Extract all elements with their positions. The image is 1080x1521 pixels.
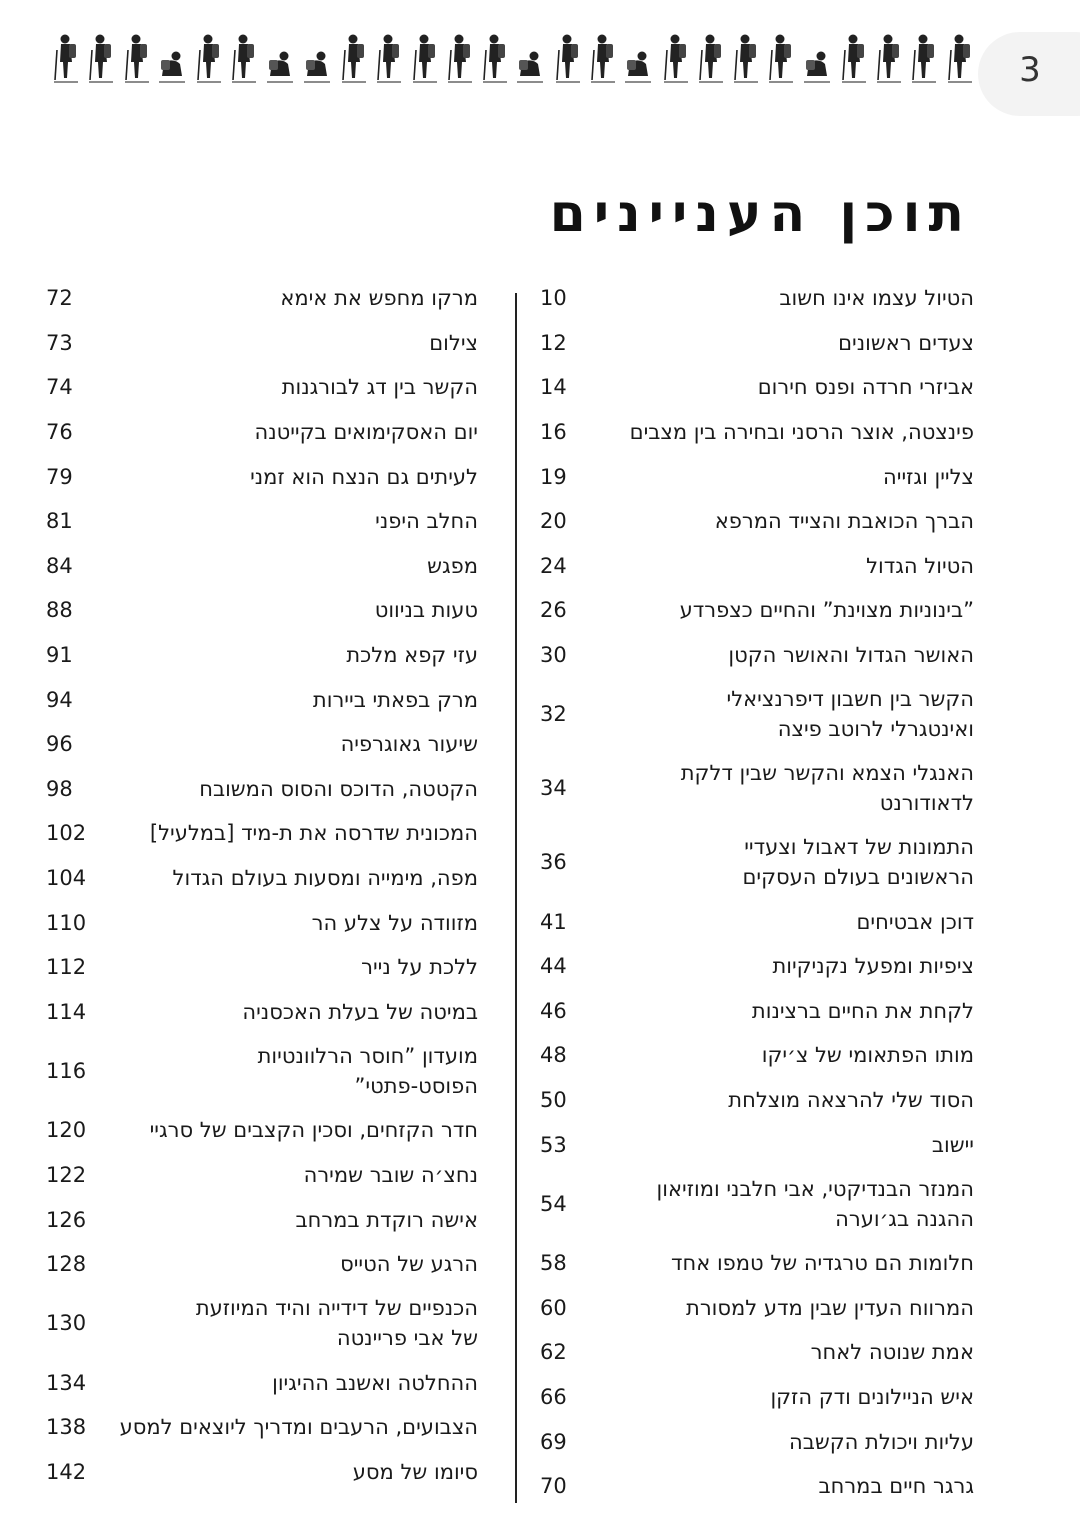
toc-entry-title <box>811 1337 974 1367</box>
toc-entry-title-line: נחצ׳ה שובר שמירה <box>303 1162 478 1187</box>
toc-entry-title <box>681 758 974 818</box>
header-hiker-frieze <box>52 30 972 84</box>
toc-entry-title-line: הסוד שלי להרצאה מוצלחת <box>728 1088 974 1113</box>
toc-entry-title <box>686 1293 974 1323</box>
toc-entry-page: 91 <box>46 643 73 668</box>
toc-entry-title <box>680 595 974 625</box>
toc-entry <box>46 1242 478 1287</box>
toc-entry-page: 26 <box>540 598 567 623</box>
toc-entry-page: 58 <box>540 1251 567 1276</box>
toc-entry-page: 54 <box>540 1191 567 1216</box>
toc-entry-title <box>346 640 478 670</box>
toc-entry <box>46 1034 478 1108</box>
toc-entry-title <box>312 908 478 938</box>
toc-entry <box>46 410 478 455</box>
toc-entry <box>540 1464 974 1509</box>
toc-entry-title <box>258 1041 478 1101</box>
toc-entry-title-line: הטיול הגדול <box>866 553 974 578</box>
toc-entry-title <box>657 1174 974 1234</box>
hiker-icon <box>123 32 149 84</box>
toc-entry <box>540 544 974 589</box>
toc-entry <box>540 1286 974 1331</box>
toc-entry-title <box>752 996 974 1026</box>
toc-entry-title <box>779 283 974 313</box>
toc-entry-page: 128 <box>46 1252 87 1277</box>
toc-entry-title <box>199 774 478 804</box>
toc-entry-title-line: המרווח העדין שבין מדע למסורת <box>686 1295 974 1320</box>
toc-entry-title-line: חדר הקזחים, וסכין הקצבים של סרגיי <box>149 1118 478 1143</box>
toc-entry-title-line: צילום <box>429 330 478 355</box>
toc-entry-page: 10 <box>540 286 567 311</box>
hiker-icon <box>875 32 901 84</box>
toc-entry-title <box>770 1382 974 1412</box>
toc-entry-title-line: הכנפיים של דידייה והיד המיוזעת <box>195 1296 478 1321</box>
toc-entry-title-line: אמת שנוטה לאחר <box>810 1340 974 1365</box>
hiker-icon <box>375 32 401 84</box>
toc-entry-title-line: האושר הגדול והאושר הקטן <box>728 643 974 668</box>
toc-entry-title-line: הברך הכואבת והצייד המרפא <box>714 509 974 534</box>
toc-entry-title <box>304 1160 478 1190</box>
toc-entry-title <box>727 684 974 744</box>
hiker-icon <box>195 32 221 84</box>
toc-entry-title <box>340 1249 478 1279</box>
toc-entry-title <box>671 1248 974 1278</box>
toc-entry-title-line: ללכת על נייר <box>361 955 478 980</box>
toc-entry <box>46 365 478 410</box>
toc-entry <box>46 767 478 812</box>
toc-entry-page: 73 <box>46 330 73 355</box>
toc-entry-title-line: שיעור גאוגרפיה <box>340 732 478 757</box>
toc-entry <box>540 1078 974 1123</box>
toc-entry-title-line: ההחלטה ואשנב ההיגיון <box>272 1370 478 1395</box>
toc-entry-title-line: מותו הפתאומי של צ׳יקו <box>761 1043 974 1068</box>
toc-entry-title <box>282 372 478 402</box>
toc-entry-page: 62 <box>540 1340 567 1365</box>
toc-entry-title-line: לעיתים גם הנצח הוא זמני <box>250 464 478 489</box>
toc-entry-title-line: יום האסקימואים בקייטנה <box>254 420 478 445</box>
hiker-icon <box>767 32 793 84</box>
toc-entry-page: 134 <box>46 1370 87 1395</box>
toc-entry-page: 81 <box>46 509 73 534</box>
toc-entry <box>540 321 974 366</box>
toc-entry-title <box>341 729 478 759</box>
toc-entry-page: 46 <box>540 998 567 1023</box>
toc-entry <box>540 899 974 944</box>
hiker-icon <box>411 32 437 84</box>
hiker-icon <box>946 32 972 84</box>
toc-entry-page: 79 <box>46 464 73 489</box>
toc-entry-title-line: הצבועים, הרעבים ומדריך ליוצאים למסע <box>119 1415 478 1440</box>
toc-entry-page: 34 <box>540 776 567 801</box>
toc-entry-title-line: הטיול עצמו אינו חשוב <box>779 286 974 311</box>
page-number-tab <box>978 32 1080 116</box>
toc-entry-title <box>838 328 974 358</box>
toc-entry <box>46 1286 478 1360</box>
toc-entry-page: 138 <box>46 1415 87 1440</box>
toc-entry-title-line: איש הניילונים ודק הזקן <box>770 1384 974 1409</box>
toc-entry-title <box>866 551 974 581</box>
toc-entry-title <box>427 551 478 581</box>
hiker-icon <box>446 32 472 84</box>
toc-entry-title-line: ”בינוניות מצוינת” והחיים כצפרדע <box>679 598 974 623</box>
toc-entry-title <box>932 1130 974 1160</box>
hiker-icon <box>554 32 580 84</box>
toc-entry <box>46 811 478 856</box>
toc-entry-title <box>242 997 478 1027</box>
toc-entry-title <box>856 907 974 937</box>
hiker-icon <box>803 50 831 84</box>
toc-entry-page: 69 <box>540 1429 567 1454</box>
toc-entry-title <box>280 283 478 313</box>
toc-entry-title-line: דוכן אבטיחים <box>856 909 974 934</box>
toc-entry-title <box>254 417 478 447</box>
toc-entry-title <box>295 1205 478 1235</box>
toc-entry <box>540 410 974 455</box>
toc-entry-page: 94 <box>46 687 73 712</box>
toc-entry-page: 110 <box>46 910 87 935</box>
toc-entry <box>46 677 478 722</box>
toc-column-right <box>540 276 974 1508</box>
toc-entry-page: 102 <box>46 821 87 846</box>
toc-entry-title-line: המכונית שדרסה את ת-מיד [במלעיל] <box>149 821 478 846</box>
toc-entry-title <box>715 506 974 536</box>
toc-entry-title-line: הפוסט-פתטי” <box>354 1074 478 1099</box>
toc-entry-title-line: לקחת את החיים ברצינות <box>751 998 974 1023</box>
toc-entry-page: 112 <box>46 955 87 980</box>
toc-entry-title-line: הקשר בין דג לבורגנות <box>281 375 478 400</box>
toc-entry-title-line: מפגש <box>427 553 478 578</box>
toc-entry <box>46 900 478 945</box>
toc-entry <box>540 365 974 410</box>
hiker-icon <box>481 32 507 84</box>
toc-entry-page: 70 <box>540 1474 567 1499</box>
toc-entry-title <box>375 506 478 536</box>
hiker-icon <box>589 32 615 84</box>
toc-entry-page: 53 <box>540 1132 567 1157</box>
toc-entry-title <box>313 685 478 715</box>
toc-entry-page: 74 <box>46 375 73 400</box>
hiker-icon <box>340 32 366 84</box>
toc-entry-page: 88 <box>46 598 73 623</box>
hiker-icon <box>910 32 936 84</box>
toc-entry-page: 126 <box>46 1207 87 1232</box>
page-number: 3 <box>1019 50 1041 90</box>
toc-entry <box>540 1167 974 1241</box>
toc-entry-title <box>762 1040 974 1070</box>
toc-entry-title <box>728 640 974 670</box>
toc-entry <box>540 751 974 825</box>
toc-entry-page: 48 <box>540 1043 567 1068</box>
toc-entry-page: 116 <box>46 1059 87 1084</box>
toc-entry-title-line: ציפיות ומפעל נקניקיות <box>772 954 974 979</box>
toc-entry-title-line: התמונות של דאבול וצעדיי <box>744 835 974 860</box>
toc-entry-title-line: צליין וגזייה <box>883 464 974 489</box>
toc-entry-page: 19 <box>540 464 567 489</box>
toc-entry-page: 76 <box>46 420 73 445</box>
toc-entry-page: 84 <box>46 553 73 578</box>
toc-entry-title <box>150 818 478 848</box>
toc-entry-page: 120 <box>46 1118 87 1143</box>
toc-entry-title <box>353 1457 478 1487</box>
toc-entry-page: 96 <box>46 732 73 757</box>
toc-entry-page: 32 <box>540 702 567 727</box>
toc-entry-title-line: גרגר חיים במרחב <box>818 1474 974 1499</box>
toc-entry-page: 20 <box>540 509 567 534</box>
toc-entry-title-line: מפה, מימייה ומסעות בעולם הגדול <box>172 866 478 891</box>
toc-entry-title-line: אישה רוקדת במרחב <box>295 1207 478 1232</box>
toc-entry <box>46 990 478 1035</box>
toc-entry-page: 30 <box>540 643 567 668</box>
toc-entry-title <box>120 1412 478 1442</box>
toc-entry <box>46 499 478 544</box>
toc-entry-title <box>375 595 478 625</box>
toc-entry-title <box>772 951 974 981</box>
toc-entry <box>46 454 478 499</box>
toc-entry <box>46 1197 478 1242</box>
toc-entry-title-line: עליות ויכולת הקשבה <box>789 1429 974 1454</box>
toc-entry-page: 72 <box>46 286 73 311</box>
hiker-icon <box>266 50 294 84</box>
toc-entry-page: 142 <box>46 1459 87 1484</box>
toc-entry-title-line: הקשר בין חשבון דיפרנציאלי <box>726 687 974 712</box>
toc-column-left <box>46 276 478 1494</box>
toc-entry-title-line: פינצטה, אוצר הרסני ובחירה בין מצבים <box>629 420 974 445</box>
toc-entry-title-line: מרק בפאתי ביירות <box>312 687 478 712</box>
toc-entry-title <box>272 1368 478 1398</box>
hiker-icon <box>52 32 78 84</box>
toc-entry <box>540 1122 974 1167</box>
toc-entry <box>46 856 478 901</box>
toc-entry-title-line: במיטה של בעלת האכסניה <box>242 999 478 1024</box>
toc-entry-page: 44 <box>540 954 567 979</box>
toc-entry-title <box>173 863 478 893</box>
toc-entry <box>540 633 974 678</box>
toc-entry-title-line: מרקו מחפש את אימא <box>280 286 478 311</box>
toc-entry-title-line: מזוודה על צלע הר <box>311 910 478 935</box>
column-divider <box>515 293 517 1503</box>
toc-entry-title <box>429 328 478 358</box>
toc-entry-title-line: החלב היפני <box>375 509 478 534</box>
toc-entry-title <box>630 417 974 447</box>
toc-entry-page: 122 <box>46 1162 87 1187</box>
toc-entry-title-line: ההגנה בג׳וערה <box>835 1206 974 1231</box>
toc-entry-page: 98 <box>46 776 73 801</box>
toc-entry-title-line: יישוב <box>931 1132 974 1157</box>
toc-entry-title-line: המנזר הבנדיקטי, אבי חלבני ומוזיאון <box>656 1176 974 1201</box>
toc-entry-title-line: האנגלי הצמא והקשר שבין דלקת <box>680 761 974 786</box>
toc-entry-title <box>361 952 478 982</box>
toc-entry <box>540 1375 974 1420</box>
toc-entry <box>540 1330 974 1375</box>
toc-entry-title-line: הרגע של הטייס <box>340 1252 478 1277</box>
toc-entry-page: 41 <box>540 909 567 934</box>
toc-entry-page: 36 <box>540 850 567 875</box>
hiker-icon <box>158 50 186 84</box>
toc-entry-title <box>758 372 974 402</box>
toc-entry-page: 12 <box>540 330 567 355</box>
toc-entry <box>46 633 478 678</box>
toc-entry-title <box>250 462 478 492</box>
toc-entry <box>540 276 974 321</box>
toc-entry-title-line: סיומו של מסע <box>352 1459 478 1484</box>
toc-entry-title-line: אביזרי חרדה ופנס חירום <box>757 375 974 400</box>
toc-entry-title-line: עזי קפא מלכת <box>346 643 478 668</box>
toc-entry-page: 50 <box>540 1088 567 1113</box>
toc-entry-page: 14 <box>540 375 567 400</box>
toc-entry <box>46 1405 478 1450</box>
toc-entry-title-line: הקטטה, הדוכס והסוס המשובח <box>199 776 478 801</box>
toc-entry <box>540 499 974 544</box>
hiker-icon <box>732 32 758 84</box>
toc-entry <box>540 1033 974 1078</box>
toc-entry <box>46 1450 478 1495</box>
toc-entry <box>46 1360 478 1405</box>
toc-entry-page: 130 <box>46 1311 87 1336</box>
toc-entry-page: 24 <box>540 553 567 578</box>
toc-entry <box>540 989 974 1034</box>
toc-entry <box>46 276 478 321</box>
toc-entry <box>540 1419 974 1464</box>
hiker-icon <box>624 50 652 84</box>
toc-entry-page: 60 <box>540 1295 567 1320</box>
toc-entry <box>46 1153 478 1198</box>
toc-entry <box>46 321 478 366</box>
toc-entry <box>540 825 974 899</box>
hiker-icon <box>662 32 688 84</box>
hiker-icon <box>230 32 256 84</box>
toc-entry <box>46 544 478 589</box>
toc-entry <box>46 1108 478 1153</box>
toc-entry-title-line: צעדים ראשונים <box>838 330 974 355</box>
toc-entry-title-line: חלומות הם טרגדיה של טמפו אחד <box>671 1251 974 1276</box>
hiker-icon <box>697 32 723 84</box>
toc-entry <box>540 1241 974 1286</box>
toc-entry-title <box>789 1427 974 1457</box>
toc-entry-title-line: מועדון ”חוסר הרלוונטיות <box>257 1044 478 1069</box>
toc-entry <box>46 945 478 990</box>
toc-entry-title-line: לדאודורנט <box>879 791 974 816</box>
toc-entry-title-line: טעות בניווט <box>374 598 478 623</box>
toc-entry-page: 104 <box>46 866 87 891</box>
toc-entry-title <box>818 1471 974 1501</box>
toc-entry <box>540 588 974 633</box>
hiker-icon <box>516 50 544 84</box>
toc-entry-page: 16 <box>540 420 567 445</box>
toc-entry <box>46 722 478 767</box>
toc-entry <box>46 588 478 633</box>
toc-entry-title-line: של אבי פריינטה <box>336 1326 478 1351</box>
page-title: תוכן העניינים <box>549 184 972 244</box>
toc-entry-page: 66 <box>540 1384 567 1409</box>
hiker-icon <box>840 32 866 84</box>
toc-entry <box>540 454 974 499</box>
toc-entry <box>540 677 974 751</box>
toc-entry-page: 114 <box>46 999 87 1024</box>
hiker-icon <box>87 32 113 84</box>
toc-entry-title <box>150 1115 478 1145</box>
toc-entry-title <box>728 1085 974 1115</box>
toc-entry-title <box>196 1293 478 1353</box>
toc-entry-title-line: ואינטגרלי לרוטב פיצה <box>777 717 974 742</box>
toc-entry <box>540 944 974 989</box>
toc-entry-title <box>883 462 974 492</box>
toc-entry-title <box>742 832 974 892</box>
toc-entry-title-line: הראשונים בעולם העסקים <box>742 865 974 890</box>
hiker-icon <box>303 50 331 84</box>
